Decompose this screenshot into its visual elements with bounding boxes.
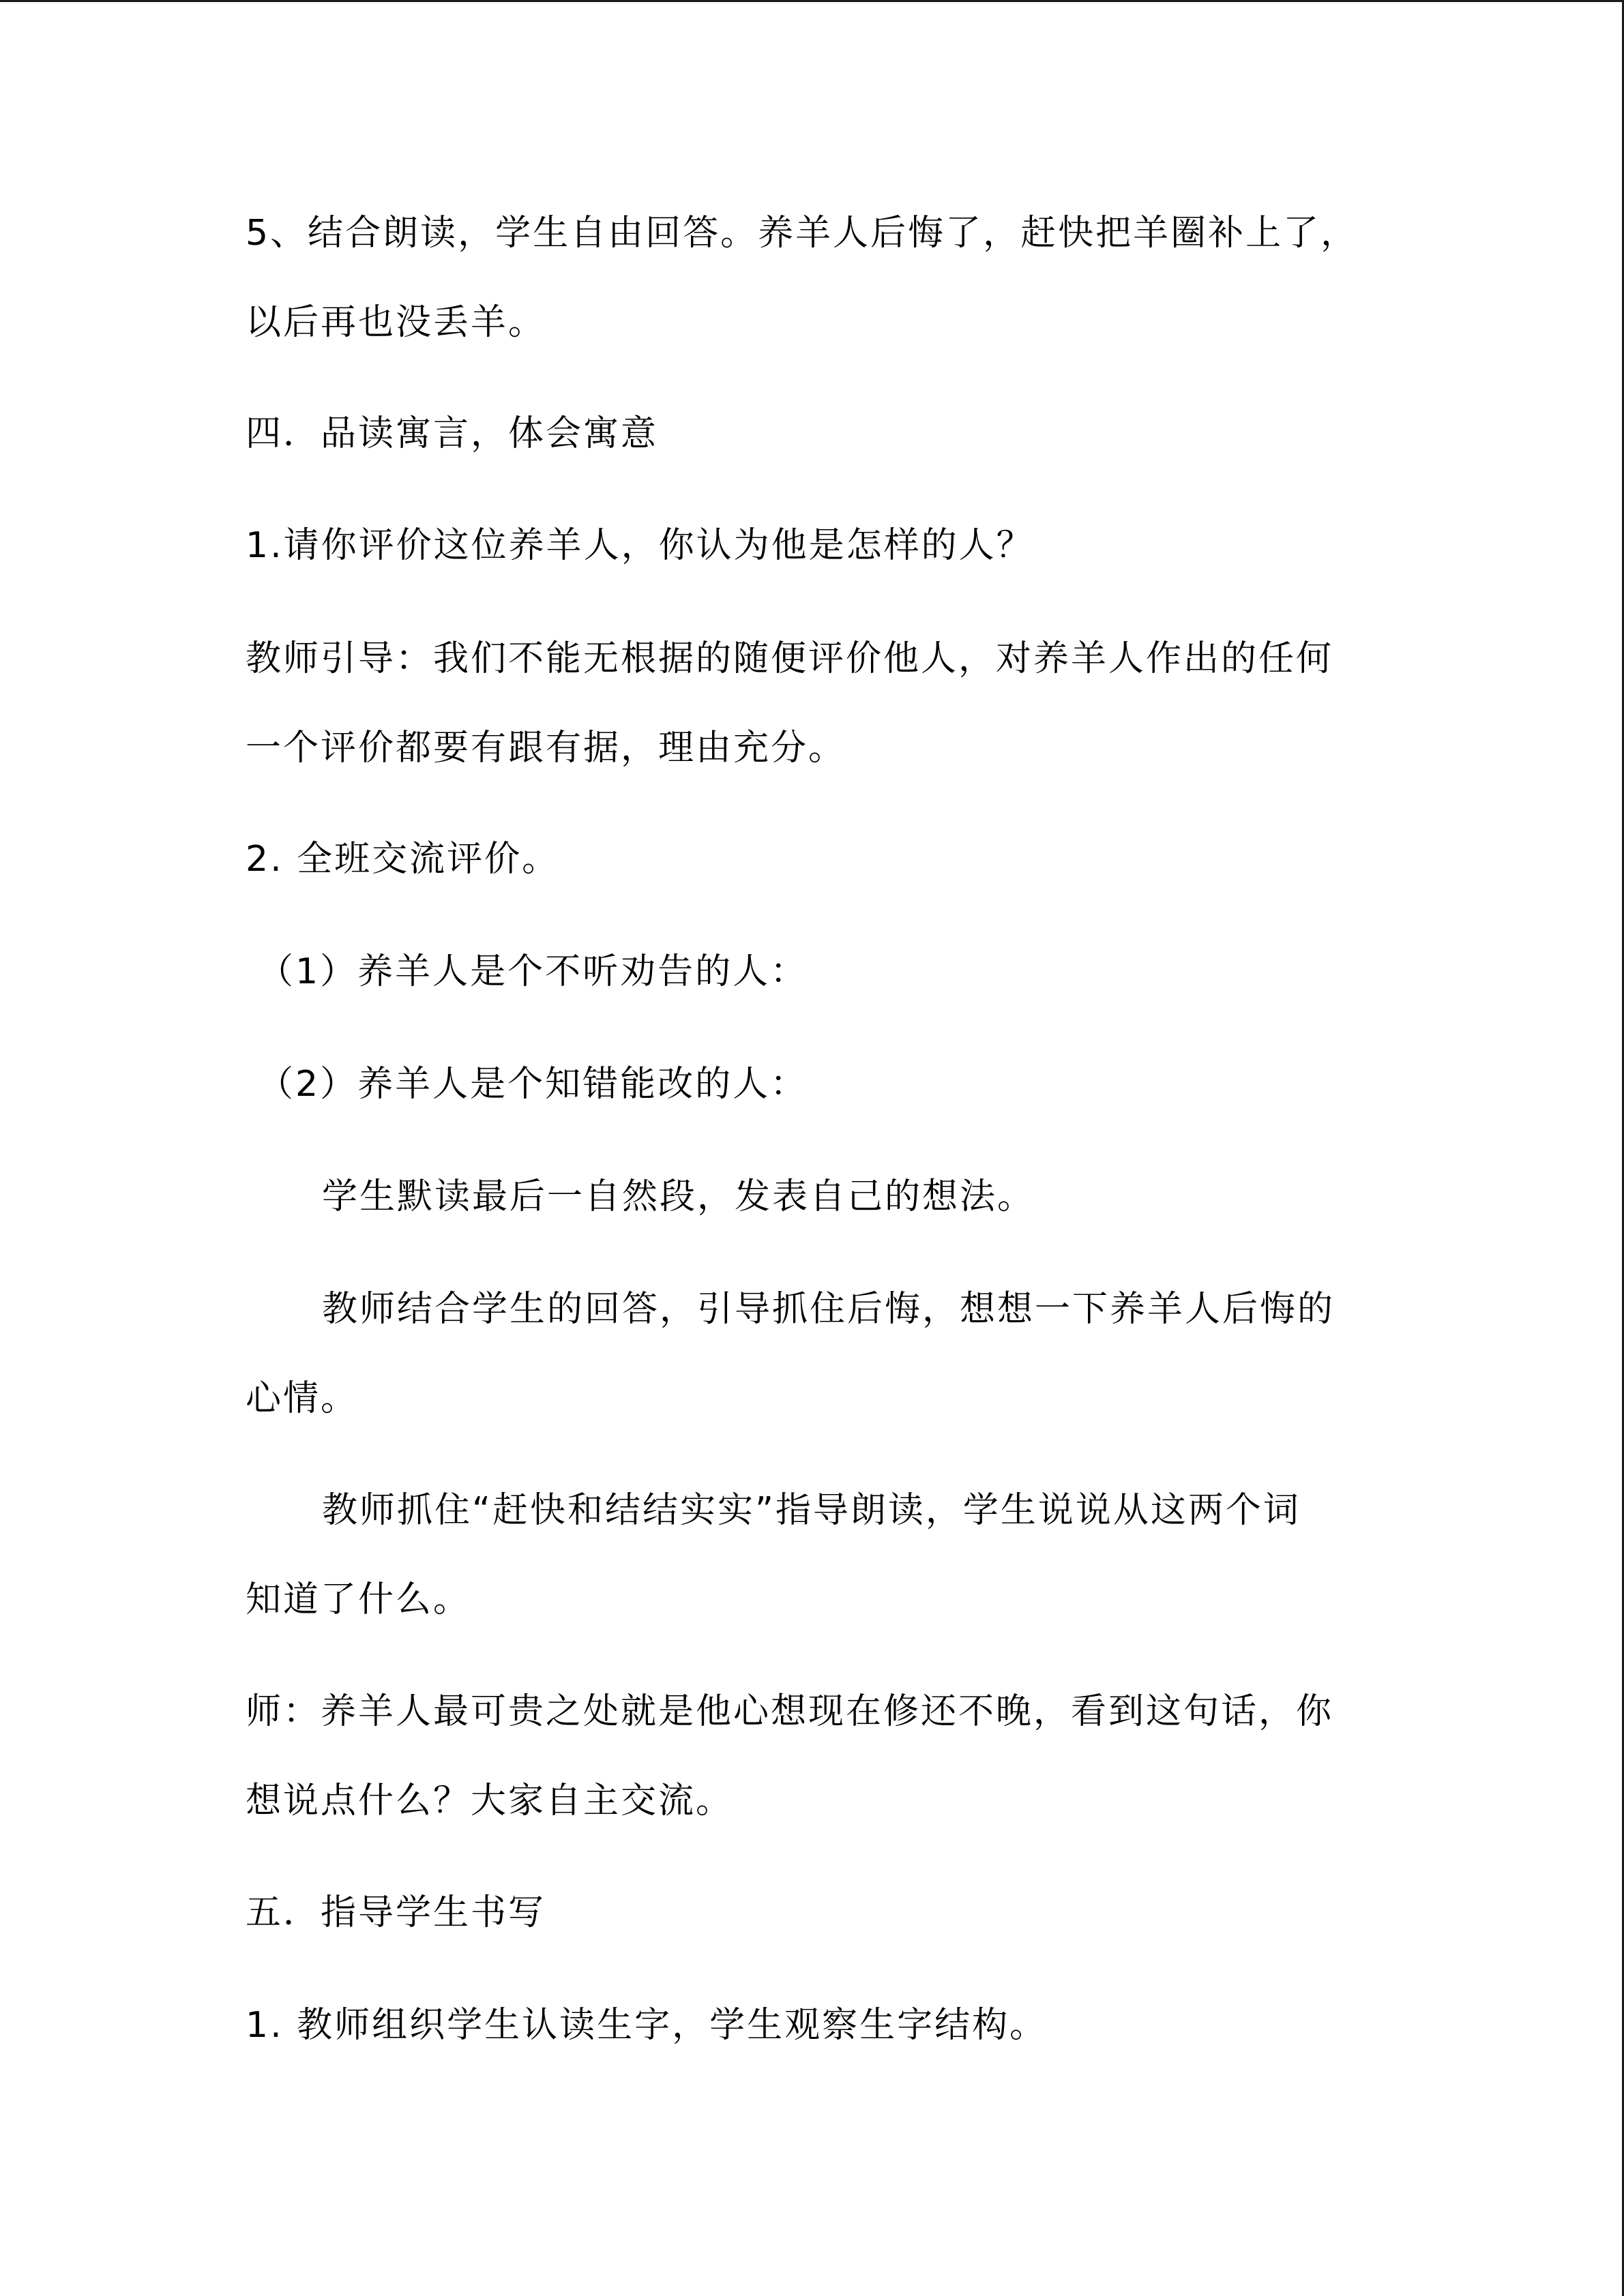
paragraph-line: 1. 教师组织学生认读生字，学生观察生字结构。 [246,2005,1048,2046]
paragraph-line: 师：养羊人最可贵之处就是他心想现在修还不晚，看到这句话，你 [246,1691,1334,1732]
list-item: （1）养羊人是个不听劝告的人： [258,951,808,992]
paragraph-line: 心情。 [246,1378,359,1419]
paragraph-line: 一个评价都要有跟有据，理由充分。 [246,728,846,769]
paragraph-line: 知道了什么。 [246,1579,471,1620]
paragraph-line: 5、结合朗读，学生自由回答。养羊人后悔了，赶快把羊圈补上了， [246,213,1359,254]
paragraph-line: 学生默读最后一自然段，发表自己的想法。 [322,1176,1035,1217]
paragraph-line: 1.请你评价这位养羊人，你认为他是怎样的人？ [246,525,1034,566]
paragraph-line: 教师引导：我们不能无根据的随便评价他人，对养羊人作出的任何 [246,638,1334,679]
paragraph-line: 以后再也没丢羊。 [246,302,546,343]
paragraph-line: 2. 全班交流评价。 [246,839,560,880]
page-border-top [0,0,1624,2]
section-heading: 四．品读寓言，体会寓意 [246,413,659,454]
paragraph-line: 想说点什么？大家自主交流。 [246,1780,734,1821]
paragraph-line: 教师结合学生的回答，引导抓住后悔，想想一下养羊人后悔的 [322,1289,1335,1330]
list-item: （2）养羊人是个知错能改的人： [258,1064,808,1105]
paragraph-line: 教师抓住“赶快和结结实实”指导朗读，学生说说从这两个词 [322,1490,1301,1531]
section-heading: 五．指导学生书写 [246,1892,546,1933]
